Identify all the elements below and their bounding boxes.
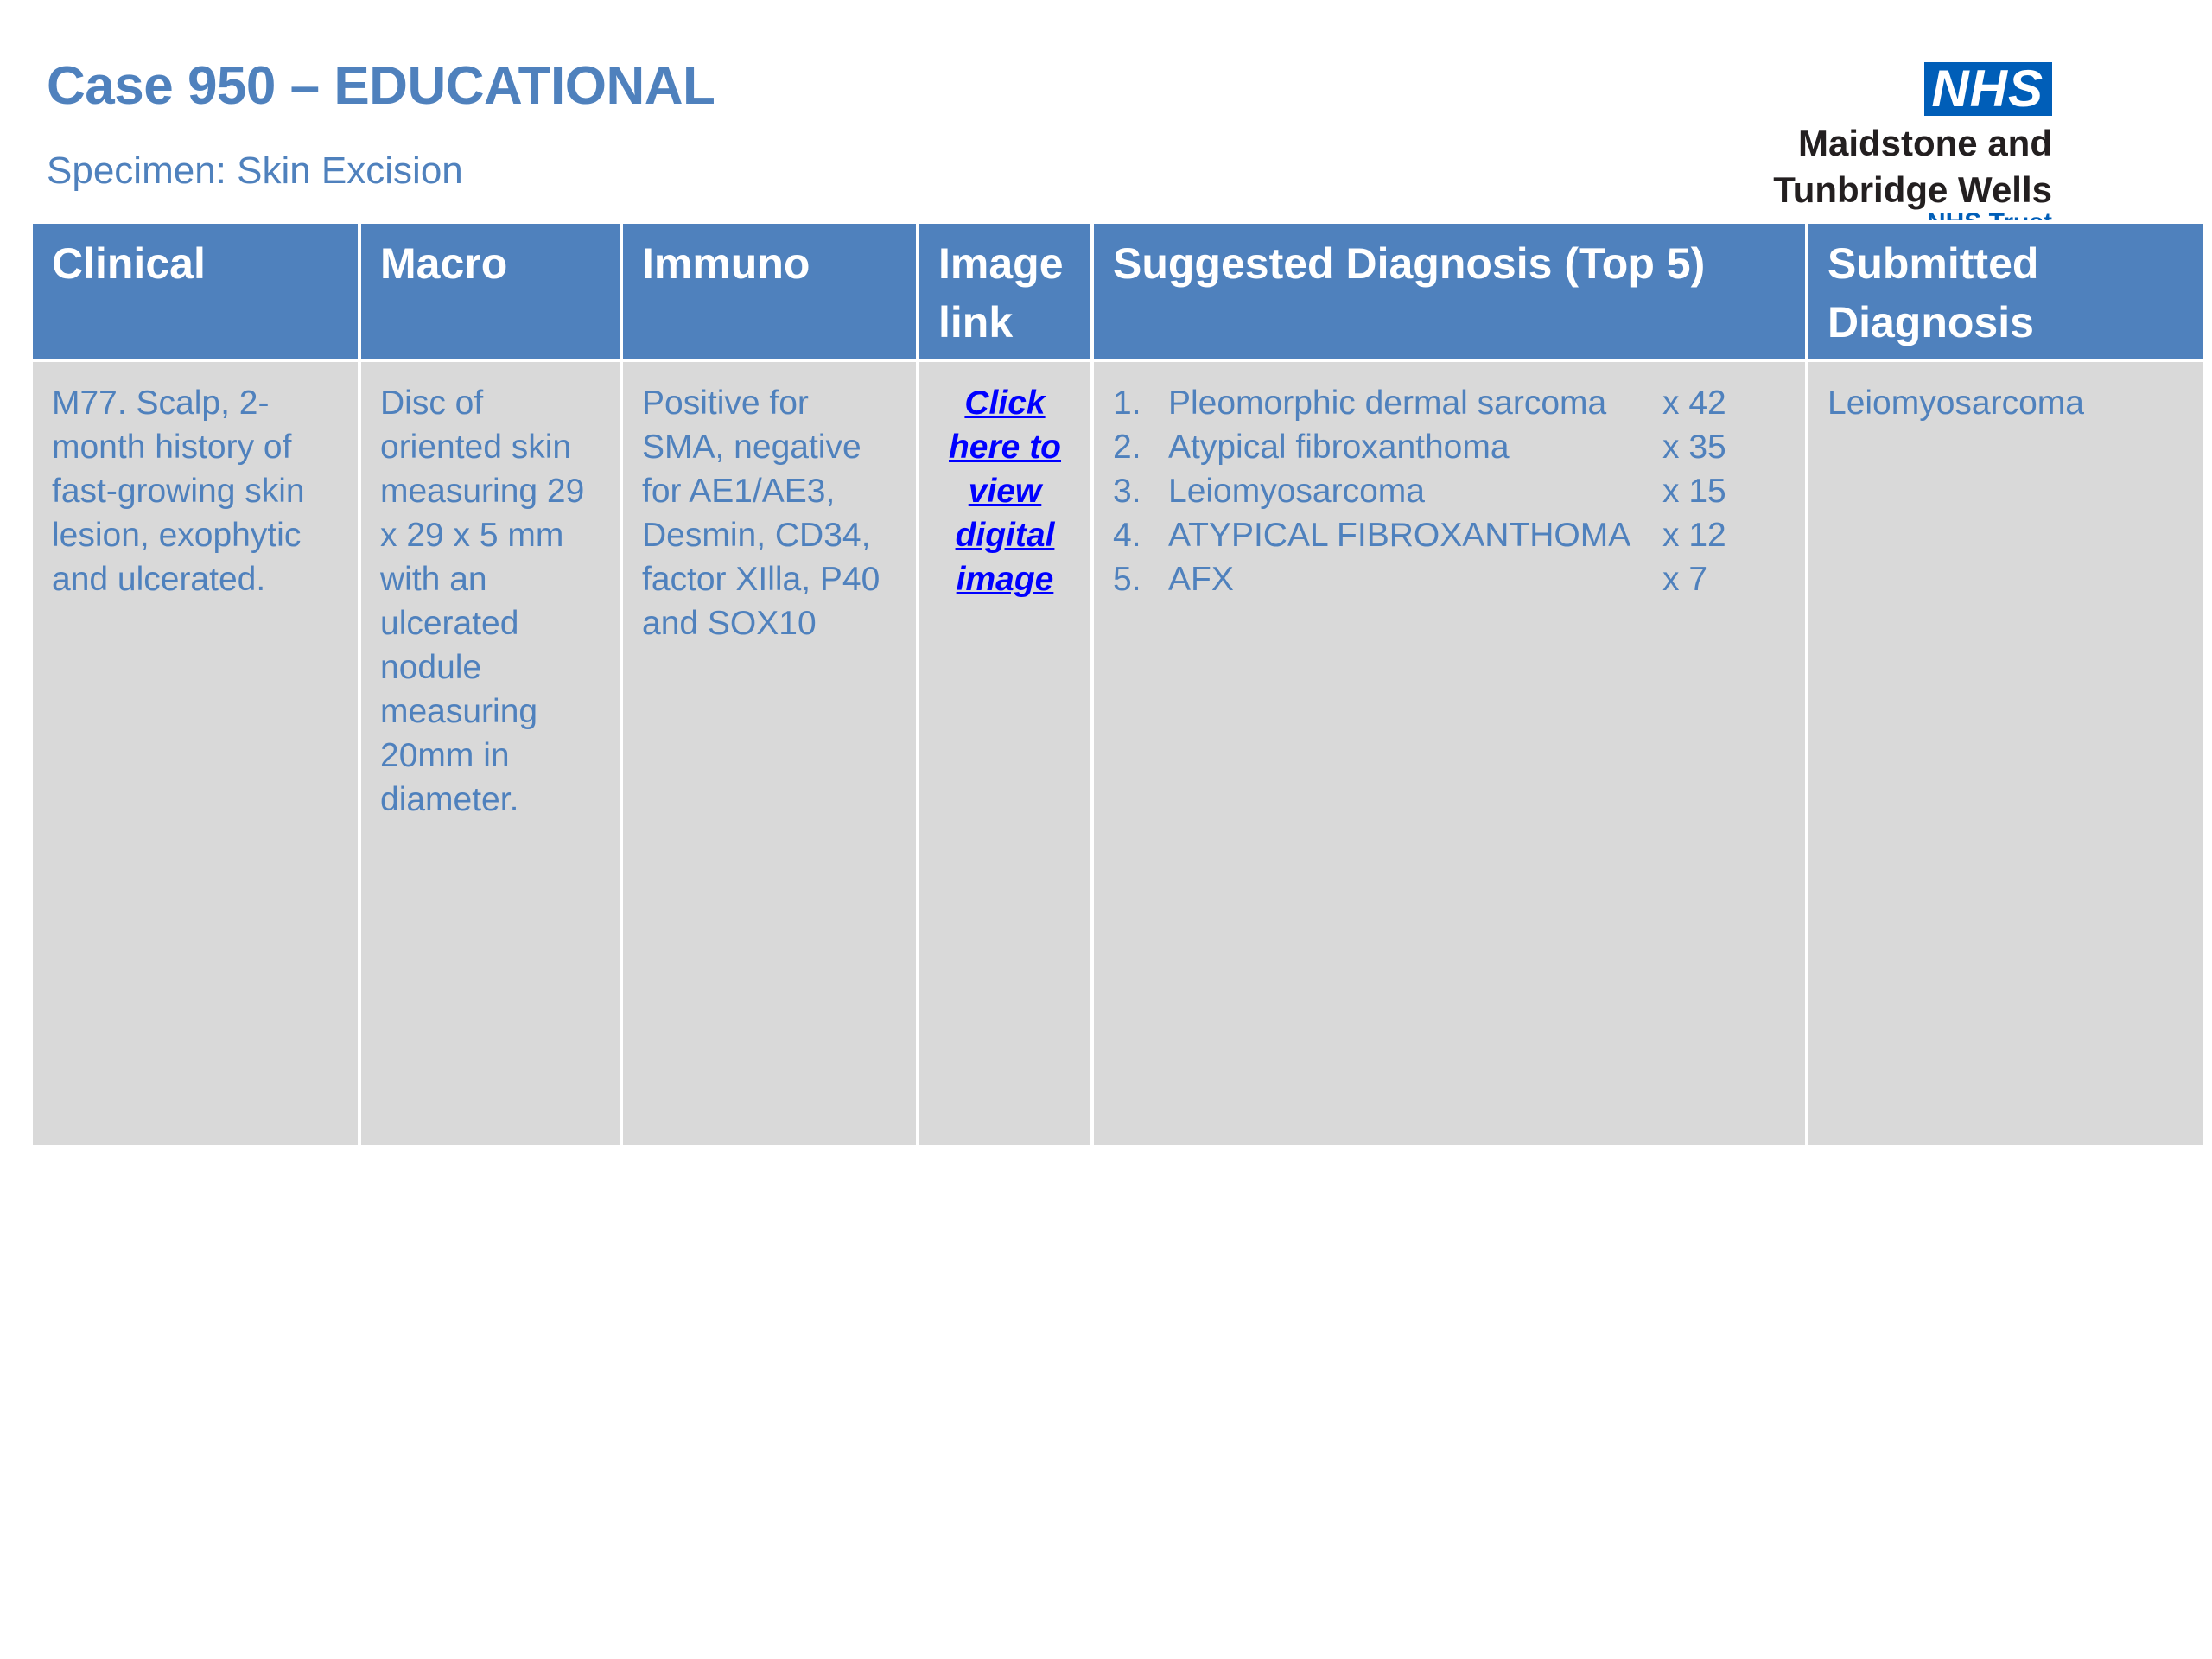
header-immuno: Immuno — [621, 222, 918, 360]
diagnosis-name: Leiomyosarcoma — [1168, 473, 1425, 510]
header-suggested-diagnosis: Suggested Diagnosis (Top 5) — [1092, 222, 1807, 360]
diagnosis-rank: 3. — [1113, 473, 1141, 510]
nhs-trust-logo — [1758, 62, 2052, 216]
list-item — [1113, 425, 1786, 469]
nhs-badge: NHS — [1924, 62, 2052, 116]
specimen-subtitle: Specimen: Skin Excision — [47, 149, 463, 192]
table-row — [31, 360, 2205, 1147]
table-header-row — [31, 222, 2205, 360]
diagnosis-count: x 12 — [1662, 517, 1726, 554]
diagnosis-rank: 4. — [1113, 517, 1141, 554]
diagnosis-name: Pleomorphic dermal sarcoma — [1168, 385, 1607, 422]
image-link-cell — [918, 360, 1092, 1147]
clinical-cell: M77. Scalp, 2-month history of fast-growing skin lesion, exophytic and ulcerated. — [31, 360, 359, 1147]
diagnosis-rank: 5. — [1113, 561, 1141, 598]
case-title: Case 950 – EDUCATIONAL — [47, 56, 715, 116]
header-image-link: Image link — [918, 222, 1092, 360]
trust-name-line-1: Maidstone and — [1797, 123, 2052, 163]
header-macro: Macro — [359, 222, 621, 360]
list-item — [1113, 557, 1786, 601]
submitted-diagnosis-cell: Leiomyosarcoma — [1807, 360, 2205, 1147]
diagnosis-name: ATYPICAL FIBROXANTHOMA — [1168, 517, 1631, 554]
case-table — [29, 220, 2207, 1148]
diagnosis-count: x 15 — [1662, 473, 1726, 510]
suggested-diagnosis-cell — [1092, 360, 1807, 1147]
immuno-cell: Positive for SMA, negative for AE1/AE3, Desmin, CD34, factor XIlla, P40 and SOX10 — [621, 360, 918, 1147]
digital-image-link[interactable]: Click here to view digital image — [948, 385, 1062, 598]
diagnosis-name: AFX — [1168, 561, 1234, 598]
trust-name-line-2: Tunbridge Wells — [1773, 169, 2052, 210]
diagnosis-count: x 35 — [1662, 429, 1726, 466]
macro-cell: Disc of oriented skin measuring 29 x 29 x 5 mm with an ulcerated nodule measuring 20mm in diameter. — [359, 360, 621, 1147]
diagnosis-rank: 2. — [1113, 429, 1141, 466]
diagnosis-count: x 7 — [1662, 561, 1708, 598]
header-clinical: Clinical — [31, 222, 359, 360]
suggested-diagnosis-list — [1113, 381, 1786, 601]
list-item — [1113, 469, 1786, 513]
list-item — [1113, 513, 1786, 557]
diagnosis-rank: 1. — [1113, 385, 1141, 422]
diagnosis-name: Atypical fibroxanthoma — [1168, 429, 1510, 466]
header-submitted-diagnosis: Submitted Diagnosis — [1807, 222, 2205, 360]
diagnosis-count: x 42 — [1662, 385, 1726, 422]
list-item — [1113, 381, 1786, 425]
